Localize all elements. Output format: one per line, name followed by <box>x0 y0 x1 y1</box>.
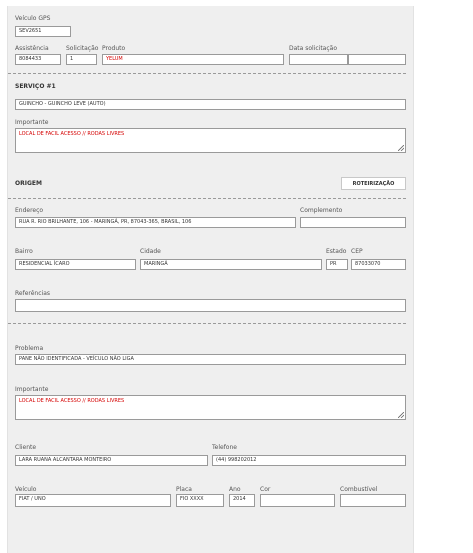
referencias-label: Referências <box>15 290 50 297</box>
problema-label: Problema <box>15 345 44 352</box>
importante-textarea[interactable] <box>15 395 406 420</box>
importante-label: Importante <box>15 386 49 393</box>
ano-field[interactable]: 2014 <box>229 494 255 507</box>
bairro-field[interactable]: RESIDENCIAL ÍCARO <box>15 259 136 270</box>
solicitacao-field[interactable]: 1 <box>66 54 97 65</box>
cliente-field[interactable]: LARA RUANA ALCANTARA MONTEIRO <box>15 455 208 466</box>
ano-label: Ano <box>229 486 241 493</box>
produto-label: Produto <box>102 45 126 52</box>
referencias-field[interactable] <box>15 299 406 312</box>
cidade-label: Cidade <box>140 248 161 255</box>
origem-heading: ORIGEM <box>15 180 42 187</box>
cliente-label: Cliente <box>15 444 37 451</box>
endereco-field[interactable]: RUA R. RIO BRILHANTE, 106 - MARINGÁ, PR, 87043-365, BRASIL, 106 <box>15 217 296 228</box>
resize-grip-icon[interactable] <box>398 412 404 418</box>
cep-field[interactable]: 87033070 <box>351 259 406 270</box>
veiculo-field[interactable]: FIAT / UNO <box>15 494 171 507</box>
combustivel-label: Combustível <box>340 486 378 493</box>
solicitacao-label: Solicitação <box>66 45 99 52</box>
servico-heading: SERVIÇO #1 <box>15 83 56 90</box>
form-panel <box>7 6 414 553</box>
data-solicitacao-label: Data solicitação <box>289 45 338 52</box>
telefone-field[interactable]: (44) 998202012 <box>212 455 406 466</box>
problema-field[interactable]: PANE NÃO IDENTIFICADA - VEÍCULO NÃO LIGA <box>15 354 406 365</box>
assistencia-field[interactable]: 8084433 <box>15 54 61 65</box>
estado-label: Estado <box>326 248 347 255</box>
estado-field[interactable]: PR <box>326 259 348 270</box>
placa-field[interactable]: FIO XXXX <box>176 494 224 507</box>
cep-label: CEP <box>351 248 363 255</box>
data-solicitacao-time-field[interactable] <box>348 54 406 65</box>
combustivel-field[interactable] <box>340 494 406 507</box>
produto-field[interactable]: YELUM <box>102 54 284 65</box>
complemento-field[interactable] <box>300 217 406 228</box>
endereco-label: Endereço <box>15 207 44 214</box>
complemento-label: Complemento <box>300 207 343 214</box>
servico-importante-text: LOCAL DE FACIL ACESSO // RODAS LIVRES <box>19 131 125 137</box>
servico-importante-textarea[interactable] <box>15 128 406 153</box>
cor-label: Cor <box>260 486 271 493</box>
bairro-label: Bairro <box>15 248 33 255</box>
divider <box>8 198 406 199</box>
veiculo-gps-field[interactable]: SEV2651 <box>15 26 71 37</box>
divider <box>8 323 406 324</box>
servico-importante-label: Importante <box>15 119 49 126</box>
resize-grip-icon[interactable] <box>398 145 404 151</box>
servico-tipo-field[interactable]: GUINCHO - GUINCHO LEVE (AUTO) <box>15 99 406 110</box>
veiculo-gps-label: Veículo GPS <box>15 15 51 22</box>
roteirizacao-button[interactable]: ROTEIRIZAÇÃO <box>341 177 406 190</box>
placa-label: Placa <box>176 486 192 493</box>
cidade-field[interactable]: MARINGÁ <box>140 259 322 270</box>
importante-text: LOCAL DE FACIL ACESSO // RODAS LIVRES <box>19 398 125 404</box>
data-solicitacao-date-field[interactable] <box>289 54 348 65</box>
divider <box>8 73 406 74</box>
telefone-label: Telefone <box>212 444 237 451</box>
veiculo-label: Veículo <box>15 486 37 493</box>
cor-field[interactable] <box>260 494 335 507</box>
assistencia-label: Assistência <box>15 45 49 52</box>
